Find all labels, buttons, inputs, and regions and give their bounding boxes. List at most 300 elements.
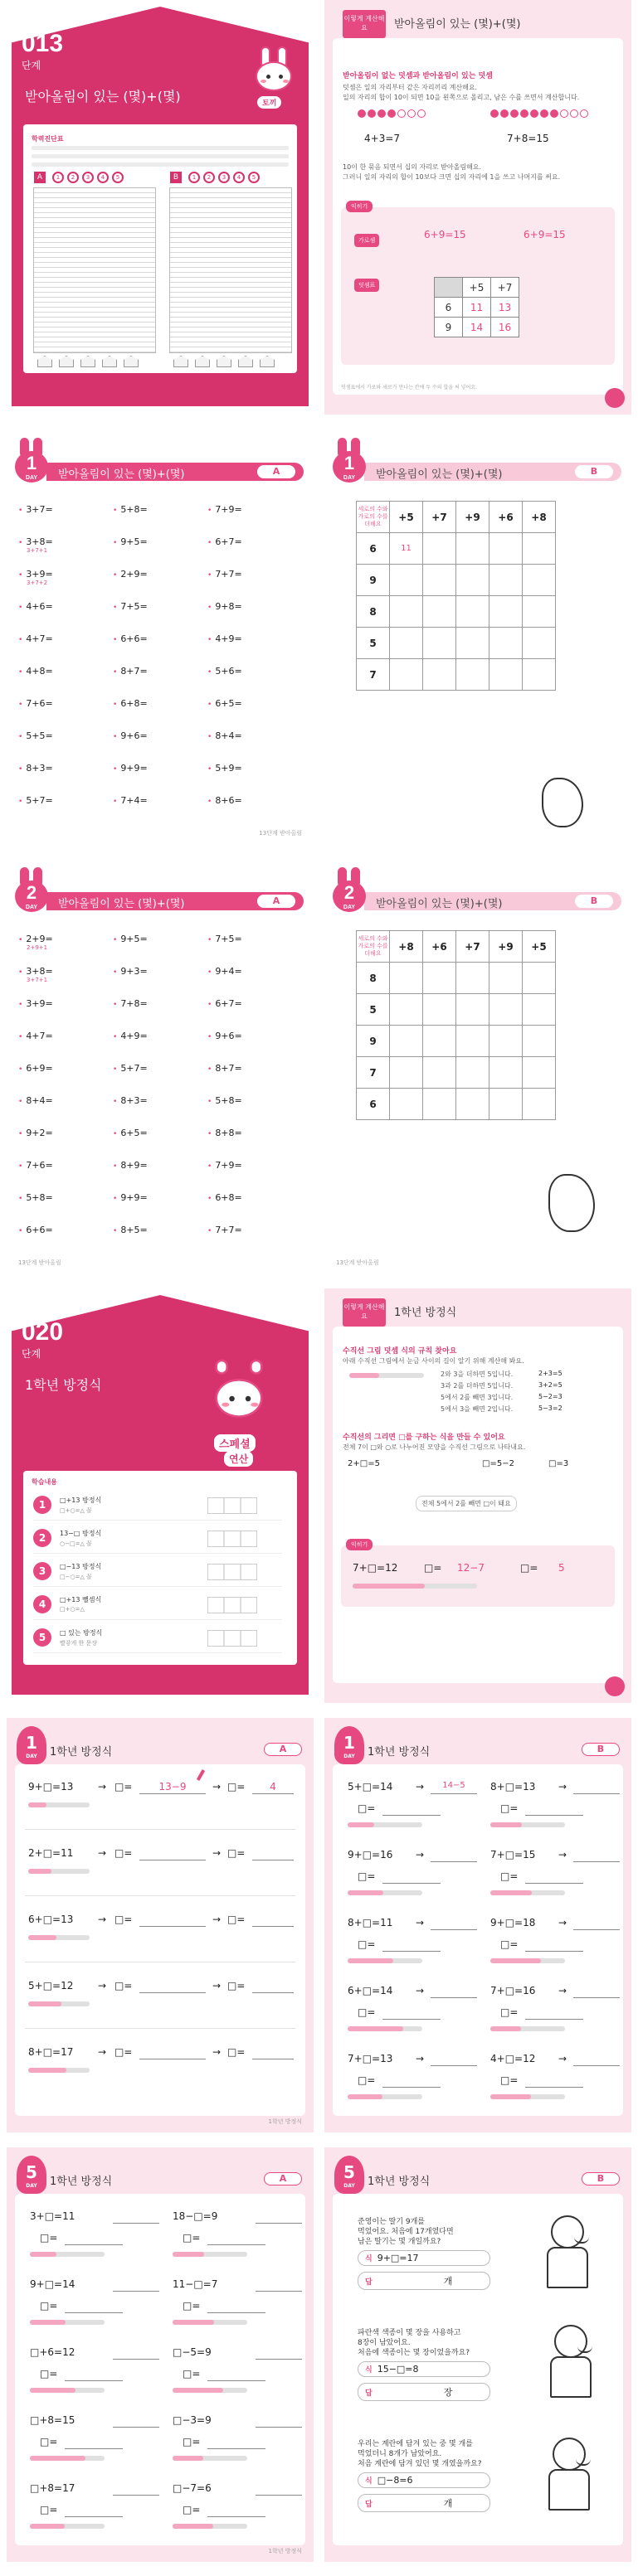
problem-item[interactable]: [113, 630, 207, 644]
equation-text: 9+□=16: [348, 1849, 393, 1860]
equation-text: 6+□=14: [348, 1985, 393, 1996]
row-header: 7: [357, 1057, 390, 1089]
legend-title: 학력진단표: [32, 135, 64, 143]
problem-item[interactable]: [113, 1092, 207, 1106]
arrow-icon: →: [558, 1917, 567, 1928]
answer-cell[interactable]: [423, 533, 456, 565]
answer-cell[interactable]: [523, 1057, 556, 1089]
problem-item[interactable]: [18, 1124, 113, 1138]
box-equals-label: □=: [183, 2436, 201, 2447]
step-number: 4: [33, 1595, 51, 1613]
problem-item[interactable]: [113, 533, 207, 547]
number-line-fill: [348, 2026, 403, 2031]
problem-item[interactable]: [18, 598, 113, 612]
box-equals-label: □=: [114, 1914, 133, 1925]
number-line-bar: [349, 1373, 424, 1378]
problem-item[interactable]: [207, 995, 302, 1009]
contents-item[interactable]: [33, 1492, 282, 1521]
problem-item[interactable]: [18, 759, 113, 774]
question-1-line: 남은 딸기는 몇 개일까요?: [358, 2238, 441, 2246]
explain-heading: 받아올림이 없는 덧셈과 받아올림이 있는 덧셈: [343, 72, 493, 80]
answer-cell[interactable]: [456, 628, 489, 659]
answer-cell[interactable]: [523, 533, 556, 565]
problem-text: 7+5=: [215, 934, 242, 944]
page-footer: 13단계 받아올림: [336, 1259, 379, 1266]
answer-cell[interactable]: [390, 628, 423, 659]
problem-text: 6+7=: [215, 998, 242, 1009]
answer-2-result[interactable]: 답 장: [358, 2383, 490, 2401]
legend-text-lines: [32, 146, 289, 171]
answer-cell[interactable]: [390, 565, 423, 596]
day-circle[interactable]: 5: [112, 172, 124, 183]
answer-field[interactable]: [431, 2053, 477, 2066]
answer-cell[interactable]: [456, 659, 489, 691]
problem-item[interactable]: [113, 930, 207, 944]
answer-3-equation[interactable]: 식 □−8=6: [358, 2472, 490, 2488]
result-field[interactable]: [525, 2006, 583, 2020]
result-field[interactable]: [207, 2232, 265, 2245]
answer-cell[interactable]: [423, 628, 456, 659]
page-title: 1학년 방정식: [368, 1746, 431, 1759]
answer-field[interactable]: [256, 2278, 302, 2292]
answer-1-equation[interactable]: 식 9+□=17: [358, 2250, 490, 2266]
result-field[interactable]: [382, 1870, 441, 1884]
column-header: +8: [523, 502, 556, 533]
explain-title: 1학년 방정식: [394, 1307, 457, 1319]
result-field[interactable]: [65, 2300, 123, 2313]
problem-hint: 2+9+1: [27, 944, 48, 951]
problem-item[interactable]: [207, 662, 302, 677]
equation-text: 7+□=13: [348, 2053, 393, 2064]
number-line-bar: [353, 1584, 477, 1589]
day-circle[interactable]: 3: [218, 172, 230, 183]
answer-field[interactable]: [431, 1849, 477, 1862]
answer-cell[interactable]: [489, 963, 523, 994]
number-line-fill: [173, 2388, 223, 2393]
day-circle[interactable]: 2: [67, 172, 79, 183]
answer-expression-field[interactable]: [139, 1980, 206, 1993]
problem-item[interactable]: [18, 1157, 113, 1171]
answer-expression-field[interactable]: [139, 2046, 206, 2059]
answer-expression-field[interactable]: [139, 1847, 206, 1860]
answer-value-field[interactable]: [252, 1847, 294, 1860]
answer-cell[interactable]: [489, 596, 523, 628]
problem-item[interactable]: [207, 1221, 302, 1235]
problem-item[interactable]: [113, 662, 207, 677]
result-field[interactable]: [382, 2074, 441, 2088]
problem-text: 6+6=: [120, 633, 148, 644]
box-equals-label: □=: [500, 1870, 519, 1882]
answer-cell[interactable]: [390, 596, 423, 628]
step-check-box[interactable]: [207, 1564, 257, 1580]
row-divider: [25, 1895, 295, 1896]
answer-field[interactable]: [256, 2414, 302, 2428]
result-field[interactable]: [207, 2300, 265, 2313]
box-equals-label: □=: [227, 2046, 246, 2058]
step-number: 3: [33, 1562, 51, 1580]
practice-tag: 익히기: [346, 201, 373, 212]
answer-value-field[interactable]: [252, 1980, 294, 1993]
problem-item[interactable]: [113, 1189, 207, 1203]
day-circle[interactable]: 5: [248, 172, 260, 183]
equation-text: □−5=9: [173, 2346, 212, 2358]
contents-item[interactable]: [33, 1625, 282, 1653]
answer-value-field[interactable]: [252, 1914, 294, 1927]
problem-item[interactable]: [207, 727, 302, 741]
problem-item[interactable]: [207, 930, 302, 944]
problem-item[interactable]: [113, 565, 207, 580]
answer-cell[interactable]: [390, 659, 423, 691]
answer-cell[interactable]: [390, 963, 423, 994]
problem-text: 3+9=: [26, 569, 53, 580]
answer-cell[interactable]: [523, 628, 556, 659]
box-equals-label: □=: [227, 1847, 246, 1859]
answer-field[interactable]: [573, 1781, 620, 1794]
answer-value-field[interactable]: [252, 2046, 294, 2059]
problem-item[interactable]: [207, 963, 302, 977]
problem-item[interactable]: [207, 1124, 302, 1138]
answer-cell[interactable]: [489, 628, 523, 659]
day-circle[interactable]: 4: [233, 172, 245, 183]
problem-item[interactable]: [18, 501, 113, 515]
problem-text: 4+6=: [26, 601, 53, 612]
page-footer: 13단계 받아올림: [18, 1259, 61, 1266]
result-field[interactable]: [382, 2006, 441, 2020]
cartoon-boy-icon: [538, 2215, 597, 2290]
problem-item[interactable]: [113, 963, 207, 977]
box-equals-label: □=: [227, 1781, 246, 1793]
answer-cell[interactable]: [489, 1089, 523, 1120]
table-row: [357, 628, 556, 659]
box-equals-label: □=: [40, 2504, 58, 2515]
problem-item[interactable]: [113, 1221, 207, 1235]
answer-cell[interactable]: [390, 1026, 423, 1057]
number-line-bar: [173, 2320, 247, 2325]
answer-expression-field[interactable]: [139, 1914, 206, 1927]
problem-grid: [18, 501, 302, 824]
day-circle[interactable]: 4: [97, 172, 109, 183]
answer-2-equation[interactable]: 식 15−□=8: [358, 2361, 490, 2377]
answer-field[interactable]: [573, 2053, 620, 2066]
problem-item[interactable]: [113, 1027, 207, 1041]
explain-footnote: 덧셈표에서 가로와 세로가 만나는 칸에 두 수의 합을 써 넣어요.: [341, 385, 477, 391]
problem-row: [18, 727, 302, 759]
day-circle[interactable]: 3: [82, 172, 94, 183]
number-line-fill: [173, 2524, 213, 2529]
answer-cell[interactable]: [523, 963, 556, 994]
answer-1-result[interactable]: 답 개: [358, 2272, 490, 2290]
day-badge-icon: 5 DAY: [17, 2156, 46, 2194]
table-header-row: [357, 931, 556, 963]
rule-equation: 5−2=3: [538, 1393, 563, 1400]
answer-cell[interactable]: [423, 596, 456, 628]
result-field[interactable]: [382, 1802, 441, 1816]
number-line-fill: [490, 2026, 521, 2031]
answer-field[interactable]: [573, 1917, 620, 1930]
drill-page-day1: [7, 429, 314, 844]
answer-cell[interactable]: [456, 596, 489, 628]
problem-item[interactable]: [207, 1189, 302, 1203]
problem-item[interactable]: [113, 792, 207, 806]
answer-value-field[interactable]: [252, 1781, 294, 1794]
number-line-bar: [173, 2524, 247, 2529]
problem-text: 3+9=: [26, 998, 53, 1009]
result-field[interactable]: [207, 2368, 265, 2381]
answer-cell[interactable]: [423, 659, 456, 691]
answer-field[interactable]: [431, 1781, 477, 1794]
box-equals-label: □=: [114, 1847, 133, 1859]
number-line-fill: [30, 2388, 75, 2393]
table-header-row: [357, 502, 556, 533]
result-field[interactable]: [207, 2504, 265, 2517]
problem-item[interactable]: [207, 630, 302, 644]
answer-cell[interactable]: [523, 565, 556, 596]
answer-field[interactable]: [256, 2346, 302, 2360]
step-check-box[interactable]: [207, 1597, 257, 1613]
answer-field[interactable]: [256, 2210, 302, 2224]
answer-cell[interactable]: [489, 1026, 523, 1057]
answer-cell[interactable]: 11: [390, 533, 423, 565]
equation-text: 8+□=13: [490, 1781, 536, 1793]
number-line-fill: [30, 2320, 66, 2325]
box-equals-label: □=: [500, 2006, 519, 2018]
hint-bubble: 전체 5에서 2를 빼면 □이 돼요: [416, 1496, 517, 1511]
box-equals-label: □=: [114, 2046, 133, 2058]
answer-cell[interactable]: [456, 1089, 489, 1120]
day-circle[interactable]: 2: [203, 172, 215, 183]
problem-item[interactable]: [18, 695, 113, 709]
problem-item[interactable]: [207, 565, 302, 580]
problem-item[interactable]: [207, 1027, 302, 1041]
row-divider: [25, 2028, 295, 2029]
answer-cell[interactable]: [489, 994, 523, 1026]
answer-cell[interactable]: [390, 1057, 423, 1089]
question-3-line: 우리는 계란에 담겨 있는 중 몇 개를: [358, 2440, 473, 2448]
rule-text: 2와 3을 더하면 5입니다.: [441, 1370, 514, 1378]
answer-3-result[interactable]: 답 개: [358, 2494, 490, 2512]
problem-row: [18, 598, 302, 630]
answer-field[interactable]: [113, 2278, 159, 2292]
cover-page-013: [7, 0, 314, 415]
problem-item[interactable]: [18, 727, 113, 741]
result-field[interactable]: [525, 1938, 583, 1952]
counting-dots-left: [358, 109, 426, 118]
problem-text: 5+7=: [26, 795, 53, 806]
result-field[interactable]: [65, 2504, 123, 2517]
problem-item[interactable]: [207, 533, 302, 547]
problem-item[interactable]: [113, 759, 207, 774]
contents-item[interactable]: [33, 1526, 282, 1554]
problem-text: 7+7=: [215, 1225, 242, 1235]
arrow-icon: →: [416, 1985, 425, 1996]
unit-word: 단계: [22, 1348, 41, 1360]
problem-item[interactable]: [113, 695, 207, 709]
answer-field[interactable]: [113, 2482, 159, 2496]
problem-item[interactable]: [18, 930, 113, 951]
answer-expression-field[interactable]: [139, 1781, 206, 1794]
problem-item[interactable]: [207, 759, 302, 774]
day-circle[interactable]: 1: [188, 172, 200, 183]
day-bunny-icon: 1 DAY: [331, 438, 368, 484]
problem-text: 6+7=: [215, 536, 242, 547]
answer-field[interactable]: [113, 2210, 159, 2224]
problem-item[interactable]: [18, 1189, 113, 1203]
problem-item[interactable]: [113, 501, 207, 515]
number-line-bar: [173, 2252, 247, 2257]
problem-item[interactable]: [207, 792, 302, 806]
problem-item[interactable]: [18, 963, 113, 983]
result-field[interactable]: [207, 2436, 265, 2449]
equation-text: □−3=9: [173, 2414, 212, 2426]
equation-text: 4+□=12: [490, 2053, 536, 2064]
page-title: 받아올림이 있는 (몇)+(몇): [58, 468, 185, 481]
answer-cell[interactable]: [523, 1089, 556, 1120]
box-equals-label: □=: [183, 2232, 201, 2244]
row-header: 8: [357, 596, 390, 628]
problem-item[interactable]: [18, 1221, 113, 1235]
unit-word: 단계: [22, 60, 41, 71]
problem-item[interactable]: [207, 598, 302, 612]
equation-text: 11−□=7: [173, 2278, 218, 2290]
number-line-fill: [348, 1958, 393, 1963]
problem-text: 3+8=: [26, 536, 53, 547]
problem-text: 8+8=: [215, 1128, 242, 1138]
result-field[interactable]: [65, 2232, 123, 2245]
number-line-fill: [348, 1822, 374, 1827]
answer-cell[interactable]: [456, 1057, 489, 1089]
number-line-fill: [30, 2524, 65, 2529]
problem-text: 9+9=: [120, 1192, 148, 1203]
problem-item[interactable]: [207, 1060, 302, 1074]
problem-item[interactable]: [113, 1060, 207, 1074]
problem-item[interactable]: [18, 1092, 113, 1106]
result-field[interactable]: [525, 2074, 583, 2088]
result-field[interactable]: [382, 1938, 441, 1952]
problem-item[interactable]: [113, 995, 207, 1009]
problem-item[interactable]: [18, 630, 113, 644]
problem-hint: 3+7+1: [27, 977, 48, 983]
method-tab-horizontal: 가로셈: [354, 234, 379, 247]
problem-item[interactable]: [207, 1092, 302, 1106]
answer-field[interactable]: [573, 1985, 620, 1998]
answer-cell[interactable]: [390, 1089, 423, 1120]
answer-cell[interactable]: [423, 1026, 456, 1057]
problem-item[interactable]: [18, 533, 113, 554]
problem-item[interactable]: [207, 501, 302, 515]
problem-text: 7+7=: [215, 569, 242, 580]
problem-text: 7+8=: [120, 998, 148, 1009]
problem-item[interactable]: [113, 727, 207, 741]
explain-heading: 수직선 그림 덧셈 식의 규칙 찾아요: [343, 1347, 457, 1356]
answer-cell[interactable]: [523, 596, 556, 628]
table-page-day1: [324, 429, 631, 844]
answer-cell[interactable]: [456, 963, 489, 994]
answer-cell[interactable]: [423, 994, 456, 1026]
answer-cell[interactable]: [423, 565, 456, 596]
answer-field[interactable]: [113, 2414, 159, 2428]
number-line-fill: [30, 2252, 56, 2257]
answer-field[interactable]: [113, 2346, 159, 2360]
row-header: 5: [357, 628, 390, 659]
arrow-icon: →: [212, 1980, 222, 1991]
problem-item[interactable]: [113, 1157, 207, 1171]
answer-cell[interactable]: [489, 565, 523, 596]
result-field[interactable]: [525, 1870, 583, 1884]
answer-field[interactable]: [431, 1985, 477, 1998]
equation-page-day5-a: [7, 2147, 314, 2562]
equation-text: 9+□=14: [30, 2278, 75, 2290]
problem-item[interactable]: [18, 1027, 113, 1041]
answer-cell[interactable]: [523, 1026, 556, 1057]
problem-row: [18, 662, 302, 695]
answer-cell[interactable]: [489, 1057, 523, 1089]
answer-cell[interactable]: [523, 994, 556, 1026]
problem-item[interactable]: [18, 565, 113, 586]
chain-step: □=3: [548, 1459, 569, 1468]
equation-text: 3+□=11: [30, 2210, 75, 2222]
answer-field[interactable]: [256, 2482, 302, 2496]
answer-cell[interactable]: [423, 963, 456, 994]
day-circle[interactable]: 1: [52, 172, 64, 183]
step-number: 5: [33, 1628, 51, 1647]
contents-item[interactable]: [33, 1559, 282, 1587]
result-field[interactable]: [525, 1802, 583, 1816]
number-line-bar: [173, 2388, 247, 2393]
number-line-bar: [348, 1890, 422, 1895]
step-check-box[interactable]: [207, 1497, 257, 1514]
problem-item[interactable]: [18, 662, 113, 677]
result-field[interactable]: [65, 2436, 123, 2449]
box-equals-label: □=: [114, 1781, 133, 1793]
method-tab-table: 덧셈표: [354, 279, 379, 292]
problem-row: [18, 695, 302, 727]
problem-item[interactable]: [113, 598, 207, 612]
problem-text: 6+8=: [215, 1192, 242, 1203]
table-row: [357, 1057, 556, 1089]
step-check-box[interactable]: [207, 1531, 257, 1547]
problem-row: [18, 630, 302, 662]
answer-cell[interactable]: [423, 1089, 456, 1120]
step-number: 2: [33, 1529, 51, 1547]
answer-cell[interactable]: [489, 533, 523, 565]
answer-cell[interactable]: [456, 565, 489, 596]
answer-field[interactable]: [573, 1849, 620, 1862]
problem-item[interactable]: [207, 695, 302, 709]
answer-cell[interactable]: [489, 659, 523, 691]
number-line-bar: [28, 1935, 90, 1940]
problem-item[interactable]: [207, 1157, 302, 1171]
problem-item[interactable]: [18, 792, 113, 806]
answer-cell[interactable]: [423, 1057, 456, 1089]
answer-cell[interactable]: [456, 994, 489, 1026]
arrow-icon: →: [212, 1781, 222, 1793]
answer-cell[interactable]: [390, 994, 423, 1026]
step-check-box[interactable]: [207, 1630, 257, 1647]
problem-item[interactable]: [18, 1060, 113, 1074]
answer-cell[interactable]: [456, 533, 489, 565]
problem-text: 8+3=: [120, 1095, 148, 1106]
problem-item[interactable]: [18, 995, 113, 1009]
practice-panel: [341, 1541, 615, 1607]
problem-row: [18, 792, 302, 824]
result-field[interactable]: [65, 2368, 123, 2381]
contents-item[interactable]: [33, 1592, 282, 1620]
answer-cell[interactable]: [456, 1026, 489, 1057]
answer-field[interactable]: [431, 1917, 477, 1930]
answer-cell[interactable]: [523, 659, 556, 691]
problem-text: 7+6=: [26, 1160, 53, 1171]
problem-item[interactable]: [113, 1124, 207, 1138]
